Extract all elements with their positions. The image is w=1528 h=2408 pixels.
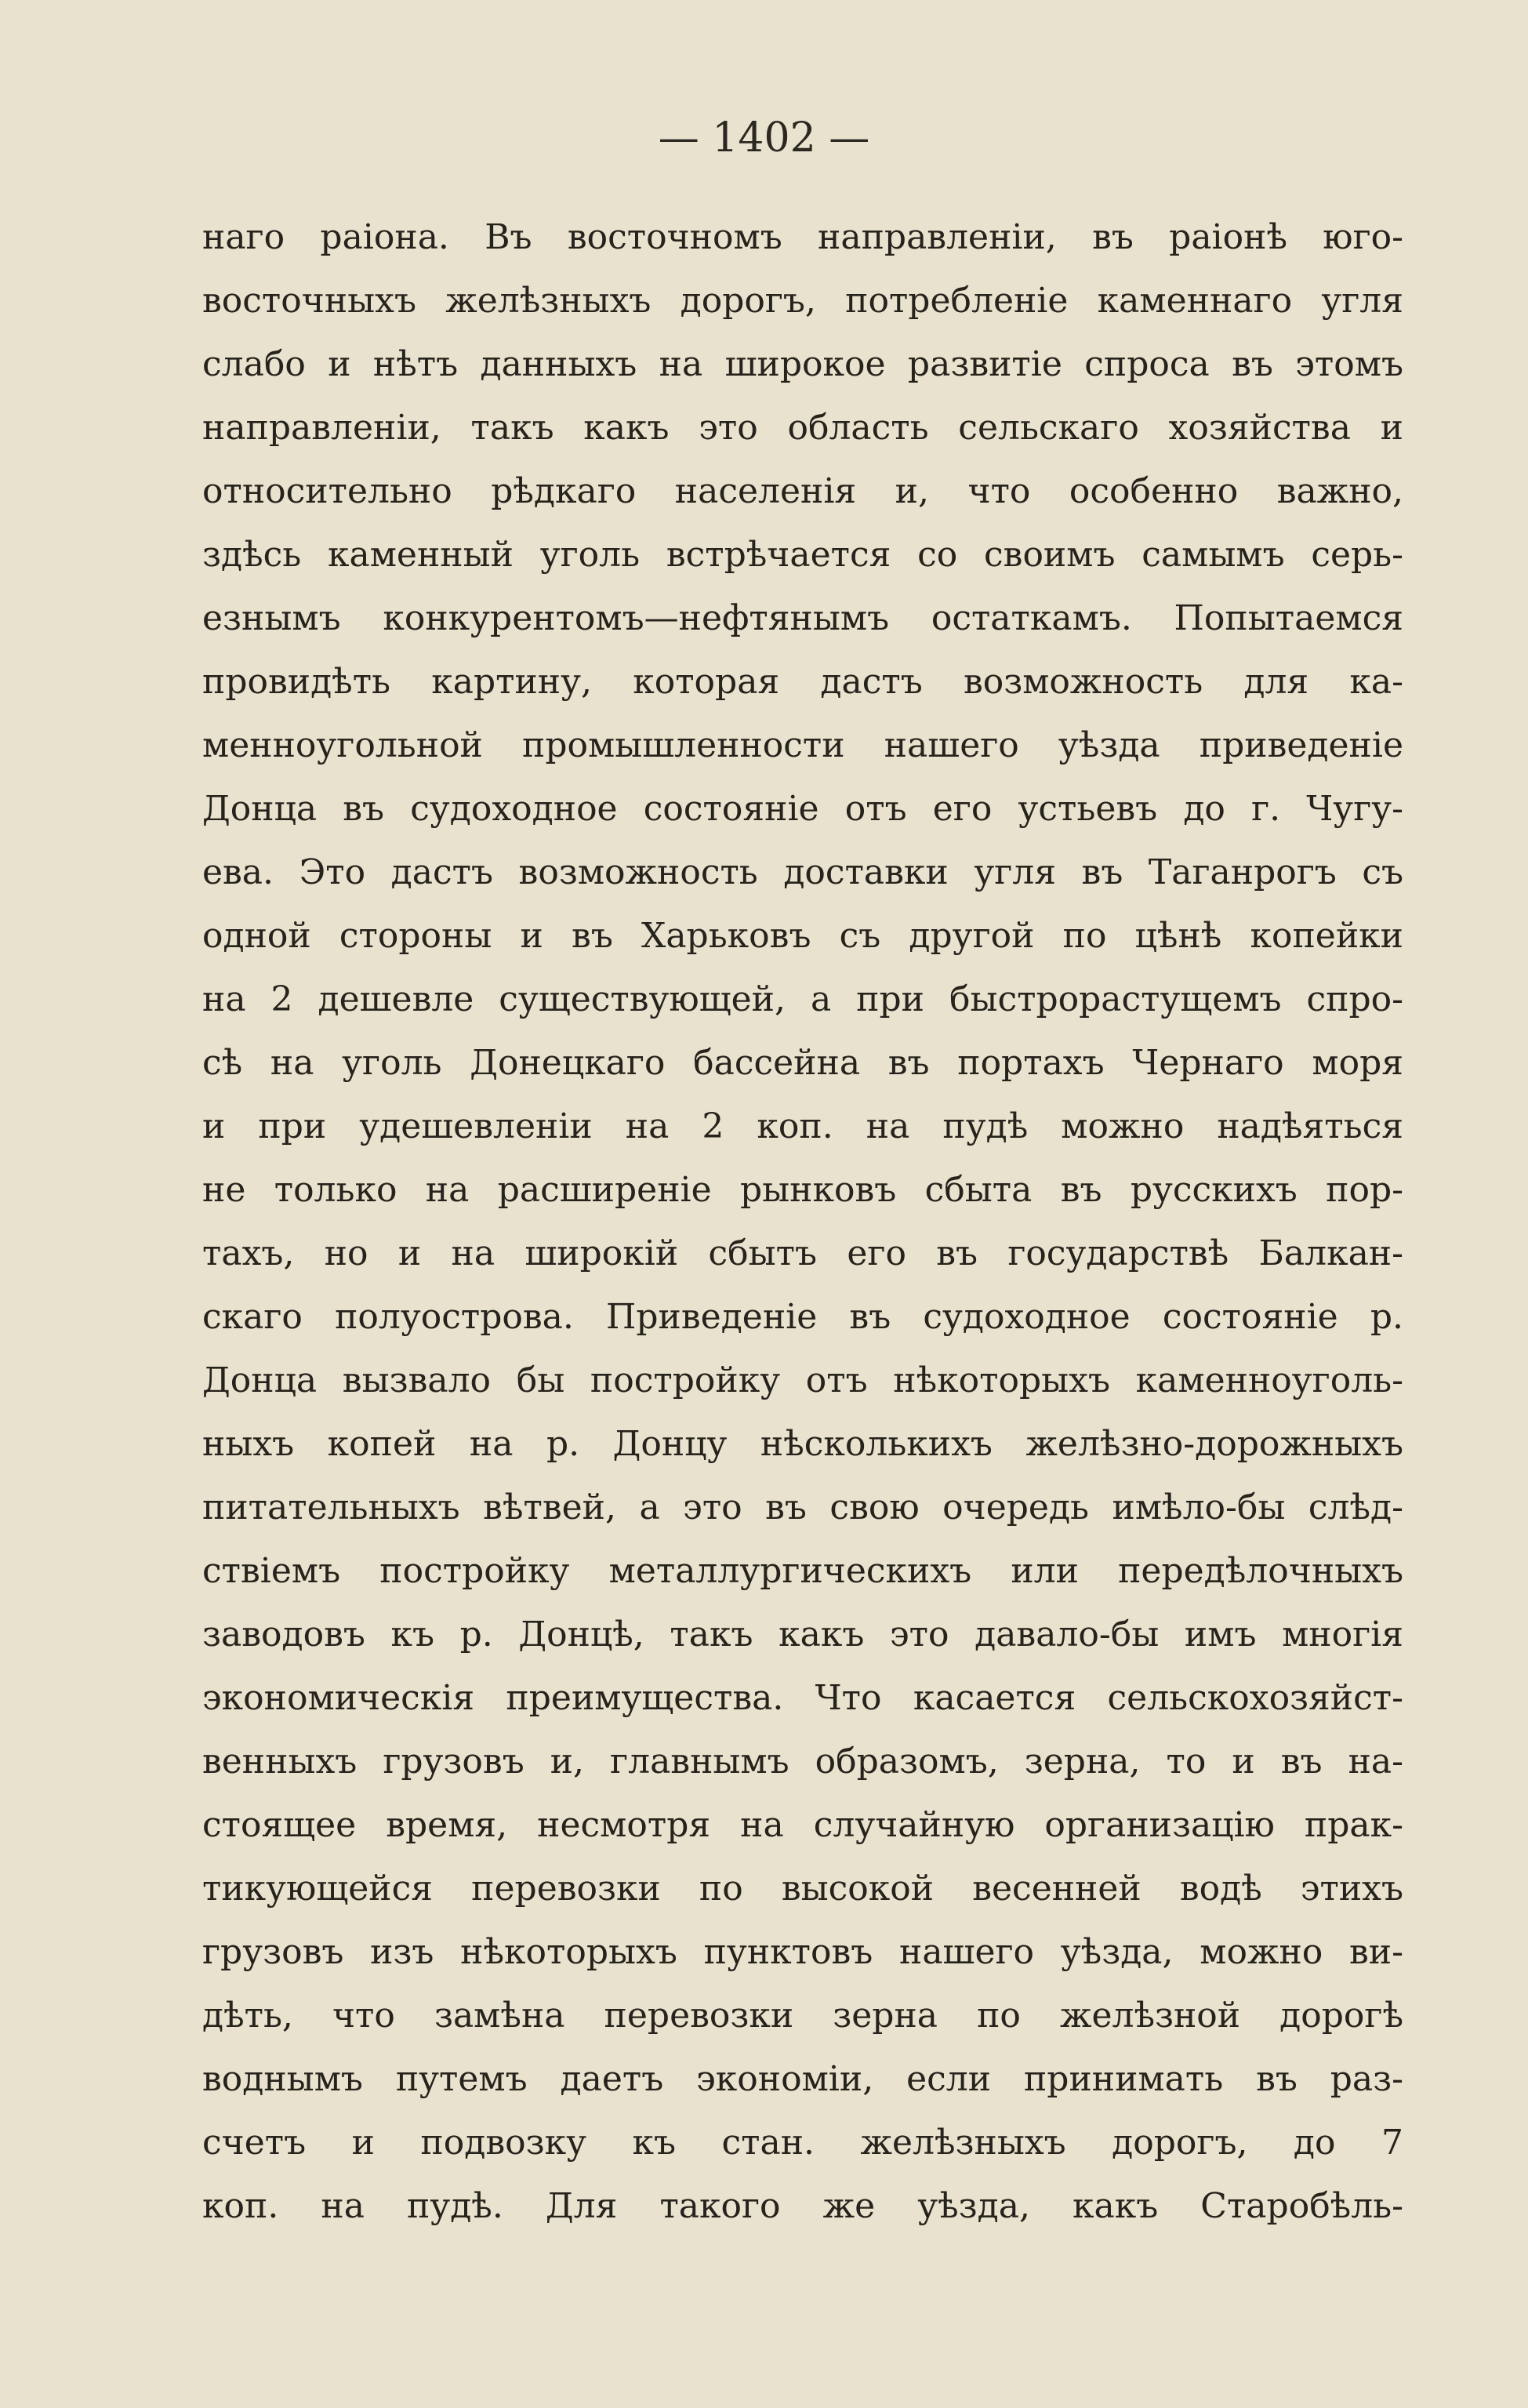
text-line: и при удешевленіи на 2 коп. на пудѣ можно надѣяться [202, 1106, 1403, 1146]
text-line: счетъ и подвозку къ стан. желѣзныхъ дорогъ, до 7 [202, 2123, 1403, 2163]
text-line: не только на расширеніе рынковъ сбыта въ русскихъ пор- [202, 1170, 1403, 1210]
text-line: стоящее время, несмотря на случайную организацію прак- [202, 1805, 1403, 1845]
text-line: менноугольной промышленности нашего уѣзда приведеніе [202, 725, 1403, 765]
text-line: ныхъ копей на р. Донцу нѣсколькихъ желѣзно-дорожныхъ [202, 1424, 1403, 1464]
text-line: восточныхъ желѣзныхъ дорогъ, потребленіе каменнаго угля [202, 281, 1403, 321]
text-line: венныхъ грузовъ и, главнымъ образомъ, зерна, то и въ на- [202, 1742, 1403, 1781]
text-line: направленіи, такъ какъ это область сельскаго хозяйства и [202, 408, 1403, 448]
body-text [202, 205, 1403, 2238]
text-line: тахъ, но и на широкій сбытъ его въ государствѣ Балкан- [202, 1233, 1403, 1273]
text-line: коп. на пудѣ. Для такого же уѣзда, какъ Старобѣль- [202, 2186, 1403, 2226]
text-line: относительно рѣдкаго населенія и, что особенно важно, [202, 471, 1403, 511]
text-line: езнымъ конкурентомъ—нефтянымъ остаткамъ. Попытаемся [202, 598, 1403, 638]
text-line: слабо и нѣтъ данныхъ на широкое развитіе спроса въ этомъ [202, 344, 1403, 384]
text-line: ствіемъ постройку металлургическихъ или передѣлочныхъ [202, 1551, 1403, 1591]
text-line: наго раіона. Въ восточномъ направленіи, въ раіонѣ юго- [202, 217, 1403, 257]
text-line: одной стороны и въ Харьковъ съ другой по цѣнѣ копейки [202, 916, 1403, 956]
text-line: сѣ на уголь Донецкаго бассейна въ портахъ Чернаго моря [202, 1043, 1403, 1083]
text-line: грузовъ изъ нѣкоторыхъ пунктовъ нашего уѣзда, можно ви- [202, 1932, 1403, 1972]
text-line: тикующейся перевозки по высокой весенней водѣ этихъ [202, 1869, 1403, 1909]
text-line: Донца въ судоходное состояніе отъ его устьевъ до г. Чугу- [202, 789, 1403, 829]
text-line: ева. Это дастъ возможность доставки угля въ Таганрогъ съ [202, 852, 1403, 892]
text-line: скаго полуострова. Приведеніе въ судоходное состояніе р. [202, 1297, 1403, 1337]
text-line: Донца вызвало бы постройку отъ нѣкоторыхъ каменноуголь- [202, 1360, 1403, 1400]
text-line: на 2 дешевле существующей, а при быстрорастущемъ спро- [202, 979, 1403, 1019]
text-line: здѣсь каменный уголь встрѣчается со своимъ самымъ серь- [202, 535, 1403, 575]
page-number: — 1402 — [658, 114, 870, 162]
text-line: заводовъ къ р. Донцѣ, такъ какъ это давало-бы имъ многія [202, 1614, 1403, 1654]
text-line: питательныхъ вѣтвей, а это въ свою очередь имѣло-бы слѣд- [202, 1487, 1403, 1527]
text-line: провидѣть картину, которая дастъ возможность для ка- [202, 662, 1403, 702]
text-line: воднымъ путемъ даетъ экономіи, если принимать въ раз- [202, 2059, 1403, 2099]
text-line: экономическія преимущества. Что касается сельскохозяйст- [202, 1678, 1403, 1718]
text-line: дѣть, что замѣна перевозки зерна по желѣзной дорогѣ [202, 1996, 1403, 2036]
